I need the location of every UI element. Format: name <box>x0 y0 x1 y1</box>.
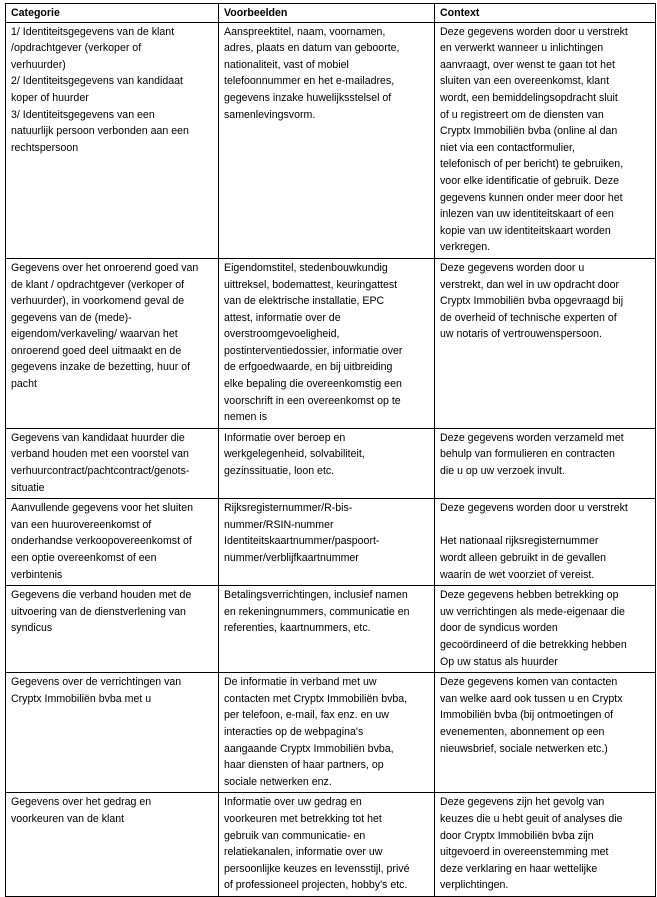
cell-text-line: werkgelegenheid, solvabiliteit, <box>224 448 365 461</box>
cell-text-line: verhuurder) <box>11 58 66 71</box>
header-context: Context <box>435 4 656 23</box>
cell-text-line: Deze gegevens hebben betrekking op <box>440 589 619 602</box>
cell-text-line: nemen is <box>224 411 267 424</box>
cell-text-line: Aanvullende gegevens voor het sluiten <box>11 502 193 515</box>
cell-text-line: 2/ Identiteitsgegevens van kandidaat <box>11 75 183 88</box>
cell-text-line: attest, informatie over de <box>224 311 341 324</box>
cell-text-line: uw verrichtingen als mede-eigenaar die <box>440 605 625 618</box>
cell-context <box>435 428 656 498</box>
cell-text-line: onderhandse verkoopovereenkomst of <box>11 535 192 548</box>
cell-text-line: gegevens kunnen onder meer door het <box>440 191 623 204</box>
cell-voorbeelden <box>219 258 435 428</box>
cell-text-line: of professioneel projecten, hobby's etc. <box>224 879 408 892</box>
cell-text-line: van een huurovereenkomst of <box>11 518 152 531</box>
cell-text-line: Eigendomstitel, stedenbouwkundig <box>224 261 388 274</box>
cell-text-line: haar diensten of haar partners, op <box>224 759 384 772</box>
header-categorie: Categorie <box>6 4 219 23</box>
cell-text-line: en rekeningnummers, communicatie en <box>224 605 410 618</box>
cell-text-line: een optie overeenkomst of een <box>11 552 157 564</box>
cell-text-line: van welke aard ook tussen u en Cryptx <box>440 692 623 705</box>
cell-text-line: per telefoon, e-mail, fax enz. en uw <box>224 709 389 722</box>
cell-text-line: Informatie over uw gedrag en <box>224 796 362 809</box>
cell-text-line: De informatie in verband met uw <box>224 676 377 689</box>
cell-voorbeelden <box>219 22 435 258</box>
cell-text-line: sociale netwerken enz. <box>224 775 332 788</box>
cell-text-line: Informatie over beroep en <box>224 431 346 444</box>
cell-text-line: Betalingsverrichtingen, inclusief namen <box>224 589 408 602</box>
cell-text-line: Cryptx Immobiliën bvba opgevraagd bij <box>440 295 624 308</box>
cell-context <box>435 586 656 673</box>
cell-text-line: wordt, een bemiddelingsopdracht sluit <box>440 91 618 104</box>
cell-context <box>435 793 656 897</box>
cell-text-line: /opdrachtgever (verkoper of <box>11 42 142 55</box>
cell-text-line: elke bepaling die overeenkomstig een <box>224 378 402 391</box>
cell-text-line: inlezen van uw identiteitskaart of een <box>440 208 614 221</box>
cell-categorie <box>6 428 219 498</box>
cell-text-line: door de syndicus worden <box>440 622 558 635</box>
table-row <box>6 428 656 498</box>
cell-voorbeelden <box>219 499 435 586</box>
cell-text-line: of u registreert om de diensten van <box>440 108 604 121</box>
cell-text-line: samenlevingsvorm. <box>224 108 316 121</box>
cell-text-line: Deze gegevens worden verzameld met <box>440 431 624 444</box>
table-row <box>6 258 656 428</box>
cell-text-line: uitvoering van de dienstverlening van <box>11 605 186 618</box>
cell-text-line: telefonisch of per bericht) te gebruiken, <box>440 158 624 171</box>
cell-voorbeelden <box>219 673 435 793</box>
cell-text-line: gegevens van de (mede)- <box>11 311 132 324</box>
cell-text-line: aanvraagt, over wenst te gaan tot het <box>440 58 615 71</box>
cell-context <box>435 673 656 793</box>
cell-text-line: en verwerkt wanneer u inlichtingen <box>440 42 604 55</box>
cell-categorie <box>6 22 219 258</box>
cell-text-line: 1/ Identiteitsgegevens van de klant <box>11 25 175 38</box>
cell-text-line: voor elke identificatie of gebruik. Deze <box>440 174 620 187</box>
cell-text-line: Gegevens over het gedrag en <box>11 796 152 809</box>
cell-text-line: Cryptx Immobiliën bvba met u <box>11 692 152 705</box>
cell-text-line: verhuurcontract/pachtcontract/genots- <box>11 465 190 478</box>
cell-text-line: voorkeuren van de klant <box>11 812 125 825</box>
cell-text-line: verstrekt, dan wel in uw opdracht door <box>440 278 620 291</box>
cell-text-line: Identiteitskaartnummer/paspoort- <box>224 535 380 548</box>
table-row <box>6 499 656 586</box>
cell-text-line: Deze gegevens worden door u <box>440 261 585 274</box>
cell-text-line: Deze gegevens worden door u verstrekt <box>440 502 628 515</box>
cell-text-line: relatiekanalen, informatie over uw <box>224 846 383 859</box>
cell-text-line: Het nationaal rijksregisternummer <box>440 535 599 548</box>
cell-voorbeelden <box>219 793 435 897</box>
cell-text-line: verplichtingen. <box>440 879 509 892</box>
cell-text-line: de klant / opdrachtgever (verkoper of <box>11 278 185 291</box>
cell-text-line: voorkeuren met betrekking tot het <box>224 812 382 825</box>
cell-text-line: evenementen, abonnement op een <box>440 725 605 738</box>
table-row <box>6 673 656 793</box>
cell-text-line: nummer/verblijfkaartnummer <box>224 552 359 564</box>
cell-text-line: postinterventiedossier, informatie over <box>224 344 403 357</box>
cell-context <box>435 499 656 586</box>
table-row <box>6 22 656 258</box>
cell-text-line: kopie van uw identiteitskaart worden <box>440 224 611 237</box>
cell-text-line: Deze gegevens worden door u verstrekt <box>440 25 628 38</box>
cell-text-line: keuzes die u hebt geuit of analyses die <box>440 812 623 825</box>
cell-text-line: Aanspreektitel, naam, voornamen, <box>224 25 386 38</box>
cell-text-line: de overheid of technische experten of <box>440 311 617 324</box>
cell-text-line: Gegevens over het onroerend goed van <box>11 261 199 274</box>
cell-text-line: nummer/RSIN-nummer <box>224 518 334 531</box>
cell-text-line: Gegevens over de verrichtingen van <box>11 676 182 689</box>
table-body <box>6 22 656 896</box>
blank-line <box>440 517 651 534</box>
cell-text-line: Deze gegevens komen van contacten <box>440 676 618 689</box>
cell-text-line: uitgevoerd in overeenstemming met <box>440 846 609 859</box>
cell-context <box>435 22 656 258</box>
cell-text-line: aangaande Cryptx Immobiliën bvba, <box>224 742 394 755</box>
cell-text-line: niet via een contactformulier, <box>440 141 575 154</box>
cell-text-line: persoonlijke keuzes en levensstijl, privé <box>224 862 410 875</box>
cell-text-line: verband houden met een voorstel van <box>11 448 189 461</box>
cell-text-line: Gegevens van kandidaat huurder die <box>11 431 185 444</box>
cell-text-line: uittreksel, bodemattest, keuringattest <box>224 278 398 291</box>
cell-text-line: wordt alleen gebruikt in de gevallen <box>440 552 607 564</box>
cell-categorie <box>6 499 219 586</box>
cell-text-line: gegevens inzake de bezetting, huur of <box>11 361 191 374</box>
cell-text-line: eigendom/verkaveling/ waarvan het <box>11 328 178 341</box>
cell-text-line: onroerend goed deel uitmaakt en de <box>11 344 182 357</box>
table-row <box>6 793 656 897</box>
cell-text-line: verkregen. <box>440 241 491 254</box>
cell-text-line: sluiten van een overeenkomst, klant <box>440 75 610 88</box>
cell-text-line: gebruik van communicatie- en <box>224 829 366 842</box>
cell-voorbeelden <box>219 428 435 498</box>
cell-text-line: Gegevens die verband houden met de <box>11 589 192 602</box>
cell-text-line: verhuurder), in voorkomend geval de <box>11 295 185 308</box>
cell-context <box>435 258 656 428</box>
cell-text-line: die u op uw verzoek invult. <box>440 465 565 478</box>
cell-text-line: nieuwsbrief, sociale netwerken etc.) <box>440 742 608 755</box>
cell-voorbeelden <box>219 586 435 673</box>
cell-text-line: verbintenis <box>11 568 63 581</box>
cell-text-line: Cryptx Immobiliën bvba (online al dan <box>440 125 618 138</box>
cell-text-line: syndicus <box>11 622 53 635</box>
cell-text-line: adres, plaats en datum van geboorte, <box>224 42 400 55</box>
cell-text-line: situatie <box>11 481 45 494</box>
table-header-row <box>6 4 656 23</box>
cell-categorie <box>6 673 219 793</box>
data-categories-table <box>5 3 656 897</box>
cell-text-line: behulp van formulieren en contracten <box>440 448 615 461</box>
table-row <box>6 586 656 673</box>
cell-text-line: contacten met Cryptx Immobiliën bvba, <box>224 692 408 705</box>
cell-text-line: referenties, kaartnummers, etc. <box>224 622 371 635</box>
cell-text-line: overstroomgevoeligheid, <box>224 328 340 341</box>
cell-categorie <box>6 258 219 428</box>
cell-text-line: uw notaris of vertrouwenspersoon. <box>440 328 602 341</box>
cell-text-line: waarin de wet voorziet of vereist. <box>440 568 595 581</box>
cell-text-line: voorschrift in een overeenkomst op te <box>224 394 401 407</box>
cell-text-line: gecoördineerd of die betrekking hebben <box>440 638 627 651</box>
cell-text-line: Op uw status als huurder <box>440 655 558 668</box>
cell-text-line: nationaliteit, vast of mobiel <box>224 58 349 71</box>
cell-text-line: rechtspersoon <box>11 141 79 154</box>
cell-text-line: koper of huurder <box>11 91 89 104</box>
cell-text-line: 3/ Identiteitsgegevens van een <box>11 108 155 121</box>
cell-text-line: interacties op de webpagina's <box>224 725 364 738</box>
cell-categorie <box>6 586 219 673</box>
cell-text-line: Rijksregisternummer/R-bis- <box>224 502 353 515</box>
cell-text-line: Deze gegevens zijn het gevolg van <box>440 796 605 809</box>
cell-text-line: door Cryptx Immobiliën bvba zijn <box>440 829 594 842</box>
cell-text-line: van de elektrische installatie, EPC <box>224 295 385 308</box>
cell-text-line: Immobiliën bvba (bij ontmoetingen of <box>440 709 614 722</box>
cell-categorie <box>6 793 219 897</box>
cell-text-line: telefoonnummer en het e-mailadres, <box>224 75 395 88</box>
cell-text-line: gegevens inzake huwelijksstelsel of <box>224 91 392 104</box>
cell-text-line: de erfgoedwaarde, en bij uitbreiding <box>224 361 393 374</box>
cell-text-line: pacht <box>11 378 37 391</box>
header-voorbeelden: Voorbeelden <box>219 4 435 23</box>
cell-text-line: gezinssituatie, loon etc. <box>224 465 335 478</box>
cell-text-line: natuurlijk persoon verbonden aan een <box>11 125 189 138</box>
cell-text-line: deze verklaring en haar wettelijke <box>440 862 598 875</box>
